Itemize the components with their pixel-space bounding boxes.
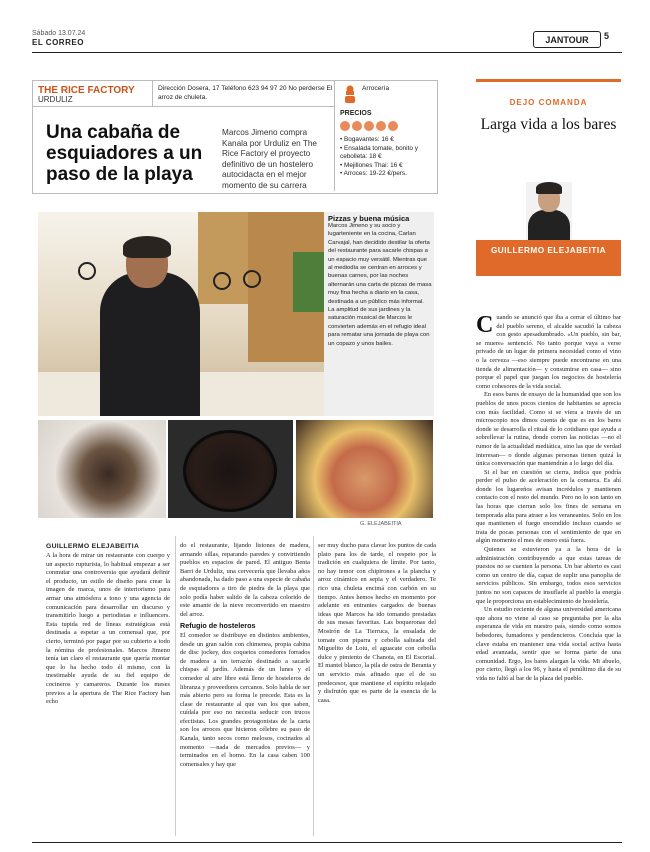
divider: [334, 81, 335, 191]
sidebar-text: Marcos Jimeno y su socio y lugarteniente en la cocina, Carlan Carvajal, han decidido destilar la oferta del restaurante para sacarle chispas a un espacio muy versátil. Mientras que al mediodía se centran en arroces y buenas carnes, por las noches alternarán una carta de pizzas de masa muy fina hecha a diario en la casa, destinada a un público más informal. La amplitud de sus jardines y la saturación musical de Marcos le convierten además en el refugio ideal para rematar una jornada de playa con un copazo y unos bailes.: [328, 223, 432, 347]
paragraph: El comedor se distribuye en distintos ambientes, desde un gran salón con chimenea, propia cabina de disc jockey, dos coquetos comedores forrados de madera a un terrazón destinado a sacarle chispas al jardín. Además de un lunes y el comedor al aire libre está lleno de hosteleros de libranza y proveedores cercanos. Solo habla de ser más abierto pero su forma le precede. Esta es la clase de restaurante al que van los que saben, cuídala por eso no necesita seducir con trucos efectistas. Los grandes protagonistas de la carta son los arroces que hicieron célebre su paso de Kanala, tanto secos como melosos, cocinados al momento —nada de mercados previos— y terminados en el horno. En la casa caben 100 comensales y hay que: [180, 631, 310, 768]
issue-date: Sábado 13.07.24: [32, 30, 86, 37]
price-item: • Ensalada tomate, bonito y cebolleta: 18 €: [340, 144, 418, 161]
column-rule: [313, 536, 314, 836]
lamp-icon: [78, 262, 96, 280]
newspaper-name: EL CORREO: [32, 38, 84, 47]
prices-title: PRECIOS: [340, 110, 372, 117]
photo-credit: G. ELEJABEITIA: [360, 521, 402, 527]
subhead: Refugio de hosteleros: [180, 621, 256, 631]
article-column-2: [180, 542, 310, 769]
coin-icon: [376, 121, 386, 131]
deck: Marcos Jimeno compra Kanala por Urduliz en The Rice Factory el proyecto definitivo de un hostelero autocidacta en el mejor momento de su carrera: [222, 128, 317, 190]
author-body: [528, 210, 570, 240]
main-photo: [38, 212, 324, 416]
opinion-rule: [476, 79, 621, 82]
section-tag: JANTOUR: [533, 31, 601, 48]
opinion-column: [476, 314, 621, 684]
coin-icon: [364, 121, 374, 131]
restaurant-location: URDULIZ: [38, 95, 73, 104]
restaurant-details: Dirección Dosera, 17 Teléfono 623 94 97 20 No perderse El arroz de chuleta.: [158, 85, 333, 101]
paragraph: do el restaurante, lijando listones de madera, armando sillas, reparando paredes y convirtiendo pueblos en espacios de pared. El antiguo Benta Barri de Urduliz, una cervecería que llevaba años abandonada, ha dado paso a una especie de cabaña de esquiadores a tiro de piedra de la playa que solo podía haber salido de la cabeza colorido de este amante de la nieve reconvertido en maestro del arroz.: [180, 542, 310, 618]
chef-hat-icon: [343, 85, 357, 103]
footer-rule: [32, 842, 622, 843]
article-column-3: ser muy ducho para clavar los puntos de cada plato para los de tarde, el respeto por la tradición en cualquiera de límite. Por tanto, no hay temor con chipirones a la plancha y arroz cinámico en sepia y el verdadero. Te rico una chuleta encimá con carbón en su tiempo. Antes hemos hecho en momento por adelante en entrantes cargados de buenas ideas que Marcos ha ido tomando prestadas de sus mesas favoritas. Las boqueronas del Mostrón de La Tierruca, la ensalada de tomate con piparra y cebolla salteada del Miguelito de Loiu, el aguacate con cebolla dulce y pimiento de Chanota, en El Escorial. El mantel blanco, la pila de ostra de Beranta y un servicio más afinado que el de su predecesor, que mantiene el espíritu relajado y disfrutón que es parte de la esencia de la casa.: [318, 542, 436, 704]
opinion-label: DEJO COMANDA: [509, 98, 588, 107]
author-photo: [526, 182, 572, 240]
chef-figure: [100, 272, 200, 416]
food-photo-3: [296, 420, 433, 518]
header-rule: [32, 52, 622, 53]
paragraph: Quienes se estuvieron ya a la hora de la administración contribuyendo a que estas tareas de puestos no se cuenten la persona. Un bar abierto es casi como un centro de día, capaz de suplir una panoplia de servicios públicos. Sin embargo, todos esos servicios juntos no son capaces de insuflarle al pueblo la energía que le proporciona un establecimiento de hostelería.: [476, 546, 621, 605]
price-item: • Arroces: 19-22 €/pers.: [340, 170, 407, 178]
coin-icon: [340, 121, 350, 131]
paella-pan: [183, 430, 277, 512]
column-rule: [175, 536, 176, 836]
divider: [32, 106, 334, 107]
paragraph: [476, 314, 621, 391]
chef-hair: [123, 236, 171, 258]
paragraph-text: uando se anunció que iba a cerrar el último bar del pueblo sereno, el alcalde sacudió la cabeza con gesto apesadumbrado. «Un pueblo, sin bar, se muere» sentenció. No tanto porque vaya a verse privado de un lugar de primera necesidad como el vino o la cerveza —eso siempre puede encontrarse en una tienda de alimentación— y consumirse en casa— sino porque el papel que juegan los negocios de hostelería como cohesores de la vida social.: [476, 314, 621, 390]
headline: Una cabaña de esquiadores a un paso de la playa: [46, 122, 203, 185]
paragraph: Si el bar en cuestión se cierra, indica que podría perder el pulso de aceleración en la comarca. Es ahí donde los lugareños avisan incrédulos y mantienen contacto con el resto del mundo. Pero no lo son tanto en las horas que cierran solo los fines de semana en temporada alta para atraer a los veraneantes. Solo en los que mantienen el fuego encendido incluso cuando se trata de pocas personas con el sentimiento de que en algún momento el mes de enero está fuera.: [476, 468, 621, 545]
coin-icon: [388, 121, 398, 131]
paragraph: En esos bares de ensayo de la humanidad que son los pueblos de unos pocos cientos de habitantes se aprecia con más facilidad. Como si se viera a través de un microscopio nos dimos cuenta de que es en los bares donde se desarrolla el ritual de lo cotidiano que ayuda a sobrellevar la rutina, donde corren las noticias —no el rumor de la actualidad mediática, sino las que de verdad interesan— o donde algunas personas tienen quizá la única conversación que mantendrán a lo largo del día.: [476, 391, 621, 468]
byline: GUILLERMO ELEJABEITIA: [46, 543, 140, 550]
photo-window: [293, 252, 324, 312]
opinion-title: Larga vida a los bares: [480, 116, 617, 133]
lamp-icon: [213, 272, 231, 290]
price-item: • Mejillones Thai: 16 €: [340, 161, 403, 169]
divider: [152, 81, 153, 106]
sidebar-title: Pizzas y buena música: [328, 214, 410, 223]
food-photo-1: [38, 420, 166, 518]
article-column-1: A la hora de mirar un restaurante con cuerpo y un aspecto rupturista, lo habitual empezar a ser conmutar una controversia que ayudará definir el producto, un estilo de diseño para crear la imagen de marca, unos de interiorismo para armar una atmósfera a tono y una agencia de comunicación para desarrollar un discurso y transmitirlo luego a periodistas e influencers. Esta tupida red de líneas estratégicas está destinada a espetar a un comensal que, por cierto, terminó por pagar por su cubierto a todo la nómina de profesionales. Marcos Jimeno tenía tan claro el restaurante que quería montar que lo ha hecho todo él mismo, con la inestimable ayuda de su fiel equipo de cocineros y camareros. Durante los meses previos a la apertura de The Rice Factory han echo: [46, 552, 170, 706]
drop-cap: C: [476, 312, 494, 338]
author-hair: [536, 182, 562, 194]
coin-icon: [352, 121, 362, 131]
food-photo-2: [168, 420, 293, 518]
price-item: • Bogavantes: 16 €: [340, 136, 394, 143]
restaurant-name: THE RICE FACTORY: [38, 85, 135, 96]
lamp-icon: [243, 270, 261, 288]
page-number: 5: [604, 31, 610, 41]
paragraph: Un estudio reciente de alguna universidad americana que ahora no viene al caso se preguntaba por la alta esperanza de vida en nuestro país, siendo como somos bebedores, fumadores y pendencieros. Concluía que la clave estaba en mantener una vida social activa hasta edad avanzada, sentir que se forma parte de una comunidad. Ergo, los bares alargan la vida. Mi abuelo, por cierto, llegó a los 96, y hasta el penúltimo día de su vida no faltó al bar de la plaza del pueblo.: [476, 606, 621, 682]
author-name: GUILLERMO ELEJABEITIA: [490, 246, 607, 255]
price-list: [340, 136, 432, 179]
cuisine-type: Arrocería: [362, 85, 390, 92]
